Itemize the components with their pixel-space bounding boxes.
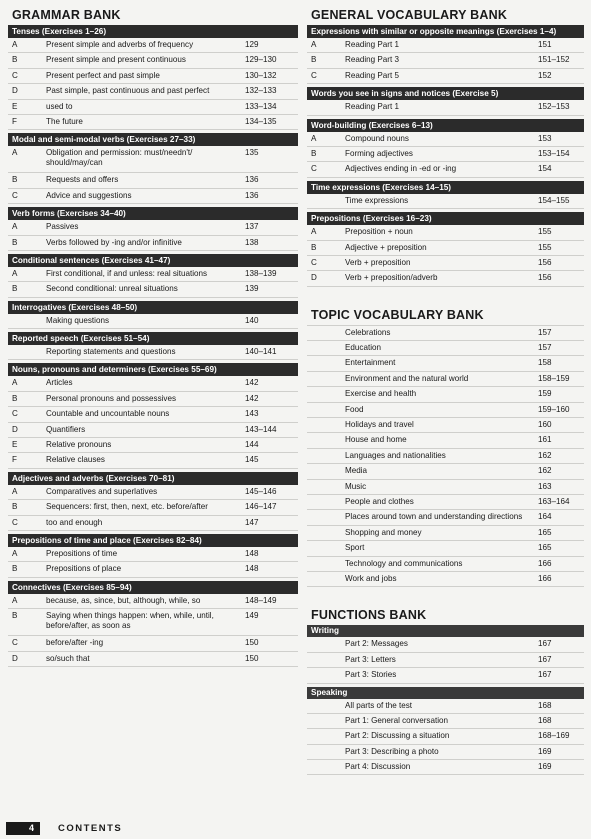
toc-row (307, 326, 584, 341)
row-pages: 166 (538, 573, 552, 583)
row-label: First conditional, if and unless: real situations (46, 268, 208, 278)
row-letter: C (12, 517, 18, 527)
row-pages: 157 (538, 343, 552, 353)
row-pages: 148 (245, 548, 259, 558)
row-pages: 168 (538, 700, 552, 710)
toc-row (8, 282, 298, 297)
toc-row (8, 69, 298, 84)
toc-row (307, 372, 584, 387)
toc-row (8, 516, 298, 531)
row-label: because, as, since, but, although, while, so (46, 595, 201, 605)
row-label: Reading Part 5 (345, 70, 399, 80)
row-label: Part 3: Letters (345, 654, 396, 664)
toc-row (307, 480, 584, 495)
row-pages: 152–153 (538, 102, 570, 112)
row-pages: 159 (538, 389, 552, 399)
toc-section (307, 181, 584, 209)
toc-row (8, 594, 298, 609)
row-pages: 168–169 (538, 731, 570, 741)
row-label: Preposition + noun (345, 227, 413, 237)
row-letter: B (12, 284, 18, 294)
row-pages: 144 (245, 440, 259, 450)
toc-row (307, 403, 584, 418)
row-pages: 164 (538, 512, 552, 522)
row-pages: 132–133 (245, 86, 277, 96)
row-pages: 169 (538, 762, 552, 772)
row-label: Relative pronouns (46, 440, 112, 450)
row-label: Quantifiers (46, 424, 86, 434)
toc-row (307, 256, 584, 271)
toc-row (307, 449, 584, 464)
row-label: The future (46, 116, 83, 126)
toc-row (307, 526, 584, 541)
row-pages: 148–149 (245, 595, 277, 605)
toc-section (307, 625, 584, 683)
toc-row (307, 225, 584, 240)
row-pages: 143–144 (245, 424, 277, 434)
toc-row (8, 236, 298, 251)
row-pages: 149 (245, 611, 259, 621)
row-label: Part 2: Discussing a situation (345, 731, 450, 741)
row-pages: 138 (245, 237, 259, 247)
row-label: Part 2: Messages (345, 639, 408, 649)
general-vocab-sections (307, 25, 584, 287)
toc-row (307, 132, 584, 147)
row-pages: 150 (245, 638, 259, 648)
row-pages: 130–132 (245, 70, 277, 80)
section-header: Tenses (Exercises 1–26) (8, 25, 298, 38)
row-pages: 136 (245, 175, 259, 185)
row-pages: 137 (245, 222, 259, 232)
row-label: Music (345, 481, 367, 491)
toc-row (8, 438, 298, 453)
row-letter: A (12, 595, 18, 605)
row-label: Exercise and health (345, 389, 417, 399)
toc-row (307, 387, 584, 402)
row-label: Present perfect and past simple (46, 70, 160, 80)
row-label: Verb + preposition/adverb (345, 273, 438, 283)
row-label: too and enough (46, 517, 103, 527)
toc-row (8, 407, 298, 422)
row-letter: D (311, 273, 317, 283)
row-label: Reading Part 1 (345, 102, 399, 112)
row-pages: 167 (538, 639, 552, 649)
row-letter: A (12, 486, 18, 496)
section-header: Word-building (Exercises 6–13) (307, 119, 584, 132)
row-label: Advice and suggestions (46, 190, 132, 200)
row-pages: 135 (245, 148, 259, 158)
toc-section (8, 133, 298, 204)
row-pages: 157 (538, 327, 552, 337)
row-pages: 162 (538, 450, 552, 460)
row-pages: 134–135 (245, 116, 277, 126)
toc-row (307, 464, 584, 479)
row-label: Passives (46, 222, 79, 232)
toc-row (307, 418, 584, 433)
row-label: Forming adjectives (345, 148, 413, 158)
toc-row (8, 547, 298, 562)
toc-row (8, 609, 298, 636)
row-label: Countable and uncountable nouns (46, 409, 170, 419)
row-label: Reading Part 1 (345, 40, 399, 49)
toc-section (307, 25, 584, 84)
row-pages: 158 (538, 358, 552, 368)
toc-row (307, 194, 584, 209)
row-pages: 142 (245, 378, 259, 388)
toc-section (8, 301, 298, 329)
row-label: Celebrations (345, 327, 391, 337)
row-pages: 167 (538, 654, 552, 664)
toc-section (8, 534, 298, 578)
toc-row (8, 376, 298, 391)
footer-label: CONTENTS (58, 823, 123, 834)
row-pages: 150 (245, 653, 259, 663)
row-letter: B (12, 611, 18, 621)
row-label: Reading Part 3 (345, 55, 399, 65)
row-label: Entertainment (345, 358, 396, 368)
section-header: Speaking (307, 687, 584, 699)
row-letter: A (311, 40, 317, 49)
section-header: Verb forms (Exercises 34–40) (8, 207, 298, 220)
row-label: Requests and offers (46, 175, 119, 185)
row-label: Work and jobs (345, 573, 397, 583)
toc-section (8, 472, 298, 531)
row-label: used to (46, 101, 73, 111)
toc-row (307, 162, 584, 177)
toc-row (307, 241, 584, 256)
toc-section (307, 687, 584, 776)
toc-row (307, 572, 584, 587)
row-pages: 168 (538, 715, 552, 725)
row-pages: 129–130 (245, 55, 277, 65)
row-letter: C (311, 164, 317, 174)
row-pages: 140 (245, 315, 259, 325)
section-header: Expressions with similar or opposite meanings (Exercises 1–4) (307, 25, 584, 38)
row-label: Reporting statements and questions (46, 347, 176, 357)
toc-row (8, 500, 298, 515)
row-label: Second conditional: unreal situations (46, 284, 178, 294)
row-label: Sequencers: first, then, next, etc. before/after (46, 502, 208, 512)
row-pages: 152 (538, 70, 552, 80)
row-letter: E (12, 440, 18, 450)
toc-row (8, 115, 298, 130)
section-header: Prepositions (Exercises 16–23) (307, 212, 584, 225)
toc-row (307, 53, 584, 68)
row-label: House and home (345, 435, 407, 445)
row-label: Saying when things happen: when, while, until, before/after, as soon as (46, 611, 214, 631)
toc-row (8, 189, 298, 204)
row-label: Present simple and adverbs of frequency (46, 40, 194, 49)
toc-row (307, 729, 584, 744)
row-letter: A (311, 227, 317, 237)
toc-row (8, 485, 298, 500)
row-pages: 166 (538, 558, 552, 568)
toc-section (307, 212, 584, 287)
page-footer (6, 819, 586, 835)
row-pages: 163–164 (538, 496, 570, 506)
row-pages: 165 (538, 543, 552, 553)
toc-row (8, 53, 298, 68)
row-pages: 165 (538, 527, 552, 537)
row-pages: 138–139 (245, 268, 277, 278)
row-letter: A (12, 148, 18, 158)
toc-row (307, 557, 584, 572)
row-label: Relative clauses (46, 455, 105, 465)
toc-row (307, 271, 584, 286)
toc-row (8, 636, 298, 651)
toc-row (8, 562, 298, 577)
row-pages: 139 (245, 284, 259, 294)
toc-row (307, 100, 584, 115)
topic-vocab-list (307, 325, 584, 588)
toc-row (307, 637, 584, 652)
row-label: Part 4: Discussion (345, 762, 411, 772)
row-pages: 153 (538, 133, 552, 143)
row-letter: B (12, 175, 18, 185)
general-vocab-title: GENERAL VOCABULARY BANK (311, 8, 508, 22)
toc-row (307, 341, 584, 356)
toc-row (307, 510, 584, 525)
section-header: Conditional sentences (Exercises 41–47) (8, 254, 298, 267)
row-pages: 169 (538, 746, 552, 756)
row-label: Part 3: Stories (345, 670, 397, 680)
toc-row (307, 433, 584, 448)
row-pages: 167 (538, 670, 552, 680)
row-letter: B (311, 242, 317, 252)
row-label: Media (345, 466, 368, 476)
row-label: so/such that (46, 653, 90, 663)
toc-row (8, 423, 298, 438)
row-pages: 156 (538, 257, 552, 267)
row-letter: C (311, 70, 317, 80)
row-label: Languages and nationalities (345, 450, 446, 460)
page-number: 4 (6, 822, 40, 835)
row-label: Technology and communications (345, 558, 463, 568)
toc-section (307, 87, 584, 115)
row-label: Adjectives ending in -ed or -ing (345, 164, 457, 174)
row-label: before/after -ing (46, 638, 104, 648)
row-letter: D (12, 424, 18, 434)
row-label: Obligation and permission: must/needn't/ should/may/can (46, 148, 193, 168)
row-pages: 163 (538, 481, 552, 491)
section-header: Time expressions (Exercises 14–15) (307, 181, 584, 194)
toc-row (307, 541, 584, 556)
row-letter: A (12, 40, 18, 49)
toc-row (307, 714, 584, 729)
row-pages: 146–147 (245, 502, 277, 512)
row-label: Holidays and travel (345, 420, 414, 430)
row-label: Shopping and money (345, 527, 422, 537)
row-label: Compound nouns (345, 133, 409, 143)
grammar-bank-sections (8, 25, 298, 667)
functions-bank-title: FUNCTIONS BANK (311, 608, 427, 623)
row-label: Time expressions (345, 195, 409, 205)
toc-section (8, 363, 298, 468)
row-pages: 161 (538, 435, 552, 445)
toc-row (8, 314, 298, 329)
toc-row (307, 699, 584, 714)
section-header: Interrogatives (Exercises 48–50) (8, 301, 298, 314)
row-pages: 143 (245, 409, 259, 419)
section-header: Writing (307, 625, 584, 637)
row-label: Education (345, 343, 381, 353)
row-label: Past simple, past continuous and past perfect (46, 86, 210, 96)
section-header: Adjectives and adverbs (Exercises 70–81) (8, 472, 298, 485)
toc-section (8, 581, 298, 667)
toc-row (307, 38, 584, 53)
row-letter: B (12, 393, 18, 403)
row-letter: A (12, 222, 18, 232)
row-pages: 154 (538, 164, 552, 174)
toc-row (8, 146, 298, 173)
row-label: Part 3: Describing a photo (345, 746, 439, 756)
row-letter: C (12, 190, 18, 200)
row-label: Sport (345, 543, 365, 553)
toc-row (8, 453, 298, 468)
row-pages: 147 (245, 517, 259, 527)
row-pages: 145–146 (245, 486, 277, 496)
row-label: Verbs followed by -ing and/or infinitive (46, 237, 182, 247)
toc-row (8, 345, 298, 360)
row-pages: 145 (245, 455, 259, 465)
toc-row (8, 652, 298, 667)
row-label: People and clothes (345, 496, 414, 506)
right-column (307, 8, 584, 778)
row-pages: 142 (245, 393, 259, 403)
toc-row (307, 745, 584, 760)
toc-row (8, 392, 298, 407)
row-pages: 154–155 (538, 195, 570, 205)
row-label: Personal pronouns and possessives (46, 393, 177, 403)
toc-row (8, 220, 298, 235)
row-pages: 148 (245, 564, 259, 574)
grammar-bank-title: GRAMMAR BANK (12, 8, 121, 22)
row-letter: E (12, 101, 18, 111)
row-letter: F (12, 455, 17, 465)
row-letter: B (12, 55, 18, 65)
row-letter: A (12, 548, 18, 558)
toc-row (307, 147, 584, 162)
row-label: Prepositions of time (46, 548, 118, 558)
row-letter: B (311, 55, 317, 65)
row-letter: D (12, 86, 18, 96)
row-letter: A (311, 133, 317, 143)
row-label: Verb + preposition (345, 257, 411, 267)
toc-row (307, 69, 584, 84)
row-letter: A (12, 378, 18, 388)
row-label: Adjective + preposition (345, 242, 427, 252)
row-letter: C (12, 409, 18, 419)
row-pages: 158–159 (538, 373, 570, 383)
row-letter: B (12, 237, 18, 247)
row-letter: B (311, 148, 317, 158)
toc-row (8, 173, 298, 188)
row-letter: B (12, 502, 18, 512)
toc-row (307, 668, 584, 683)
row-pages: 129 (245, 40, 259, 49)
row-label: All parts of the test (345, 700, 413, 710)
section-header: Modal and semi-modal verbs (Exercises 27–33) (8, 133, 298, 146)
section-header: Connectives (Exercises 85–94) (8, 581, 298, 594)
row-pages: 155 (538, 242, 552, 252)
toc-row (8, 267, 298, 282)
toc-section (307, 119, 584, 178)
toc-row (8, 100, 298, 115)
row-letter: D (12, 653, 18, 663)
toc-row (307, 760, 584, 775)
row-label: Part 1: General conversation (345, 715, 449, 725)
row-letter: C (12, 638, 18, 648)
section-header: Prepositions of time and place (Exercises 82–84) (8, 534, 298, 547)
toc-section (8, 332, 298, 360)
row-pages: 151–152 (538, 55, 570, 65)
row-letter: C (12, 70, 18, 80)
row-letter: B (12, 564, 18, 574)
row-pages: 153–154 (538, 148, 570, 158)
row-label: Making questions (46, 315, 109, 325)
toc-row (307, 495, 584, 510)
row-label: Comparatives and superlatives (46, 486, 158, 496)
toc-section (8, 25, 298, 130)
toc-section (8, 254, 298, 298)
row-letter: F (12, 116, 17, 126)
section-header: Reported speech (Exercises 51–54) (8, 332, 298, 345)
toc-section (8, 207, 298, 251)
section-header: Nouns, pronouns and determiners (Exercises 55–69) (8, 363, 298, 376)
topic-vocab-title: TOPIC VOCABULARY BANK (311, 307, 484, 322)
row-label: Food (345, 404, 364, 414)
toc-row (307, 653, 584, 668)
row-label: Prepositions of place (46, 564, 122, 574)
row-pages: 162 (538, 466, 552, 476)
row-label: Environment and the natural world (345, 373, 469, 383)
row-pages: 140–141 (245, 347, 277, 357)
row-label: Places around town and understanding directions (345, 512, 523, 522)
row-letter: A (12, 268, 18, 278)
toc-row (8, 84, 298, 99)
toc-row (8, 38, 298, 53)
row-pages: 159–160 (538, 404, 570, 414)
toc-row (307, 356, 584, 371)
row-pages: 155 (538, 227, 552, 237)
row-pages: 133–134 (245, 101, 277, 111)
row-label: Articles (46, 378, 73, 388)
row-label: Present simple and present continuous (46, 55, 186, 65)
row-pages: 160 (538, 420, 552, 430)
row-pages: 136 (245, 190, 259, 200)
functions-bank-sections (307, 625, 584, 775)
section-header: Words you see in signs and notices (Exercise 5) (307, 87, 584, 100)
row-pages: 151 (538, 40, 552, 49)
row-letter: C (311, 257, 317, 267)
left-column (8, 8, 298, 670)
row-pages: 156 (538, 273, 552, 283)
